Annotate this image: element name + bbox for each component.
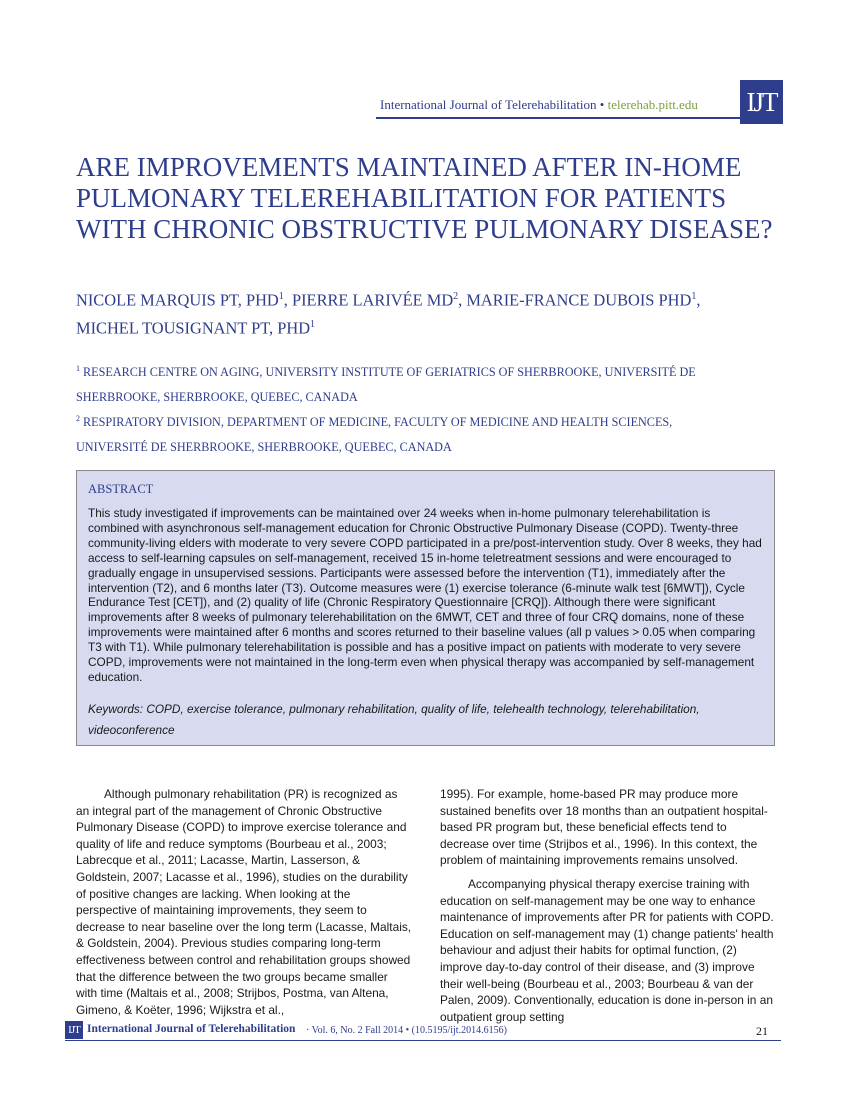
author-name: PIERRE LARIVÉE MD (291, 290, 454, 310)
footer-citation: · Vol. 6, No. 2 Fall 2014 • (10.5195/ijt.2014.6156) (306, 1025, 507, 1036)
body-paragraph: Although pulmonary rehabilitation (PR) is recognized as an integral part of the management of Chronic Obstructive Pulmonary Disease (COPD) to improve exercise tolerance and quality of life and reduce symptoms (Bourbeau et al., 2003; Labrecque et al., 2011; Lacasse, Martin, Lasserson, & Goldstein, 2007; Lacasse et al., 1996), studies on the durability of positive changes are lacking. When looking at the perspective of maintaining improvements, they seem to decrease to near baseline over the long term (Lacasse, Maltais, & Goldstein, 2004). Previous studies comparing long-term effectiveness between control and rehabilitation groups showed that the difference between the two groups became smaller with time (Maltais et al., 2008; Strijbos, Postma, van Altena, Gimeno, & Koëter, 1996; Wijkstra et al., (76, 787, 412, 1017)
footer-journal-name: International Journal of Telerehabilitation (87, 1023, 296, 1035)
footer-logo: IJT (65, 1021, 83, 1039)
author-name: MICHEL TOUSIGNANT PT, PHD (76, 318, 311, 338)
journal-logo: IJT (740, 80, 783, 124)
author-name: MARIE-FRANCE DUBOIS PHD (466, 290, 692, 310)
affiliation-2 (76, 406, 786, 460)
body-column-right (440, 786, 776, 1025)
affiliation-text: RESPIRATORY DIVISION, DEPARTMENT OF MEDICINE, FACULTY OF MEDICINE AND HEALTH SCIENCES, (83, 415, 673, 430)
running-header (380, 97, 698, 113)
header-divider (376, 117, 740, 119)
affiliation-text: UNIVERSITÉ DE SHERBROOKE, SHERBROOKE, QUEBEC, CANADA (76, 440, 452, 455)
author-name: NICOLE MARQUIS PT, PHD (76, 290, 279, 310)
body-paragraph: Accompanying physical therapy exercise training with education on self-management may be one way to enhance maintenance of improvements after PR for patients with COPD. Education on self-management may (1) change patients' health behaviour and adjust their habits for optimal function, (2) improve day-to-day control of their disease, and (3) improve their well-being (Bourbeau et al., 2003; Bourbeau & van der Palen, 2009). Conventionally, education is done in-person in an outpatient group setting (440, 876, 774, 1024)
keywords: Keywords: COPD, exercise tolerance, pulmonary rehabilitation, quality of life, telehealth technology, telerehabilitation, videoconference (88, 701, 700, 737)
author-affiliation-mark: 2 (453, 291, 459, 302)
body-paragraph: 1995). For example, home-based PR may produce more sustained benefits over 18 months than an outpatient hospital-based PR program but, these beneficial effects tend to decrease over time (Strijbos et al., 1996). In this context, the problem of maintaining improvements remains unsolved. (440, 787, 768, 868)
abstract-heading: ABSTRACT (88, 482, 154, 496)
abstract-box (76, 470, 775, 746)
footer-divider (65, 1040, 781, 1041)
author-affiliation-mark: 1 (310, 319, 316, 331)
affiliation-number: 1 (76, 364, 80, 373)
author-list: NICOLE MARQUIS PT, PHD$^1$, PIERRE LARIVÉE $MD^2$, MARIE-FRANCE DUBOIS PHD$^1$, MICHEL TOUSIGNANT PT, PHD$^1$ (76, 290, 701, 338)
article-title: ARE IMPROVEMENTS MAINTAINED AFTER IN-HOME PULMONARY TELEREHABILITATION FOR PATIENTS WITH CHRONIC OBSTRUCTIVE PULMONARY DISEASE? (76, 152, 773, 244)
body-column-left (76, 786, 412, 1018)
author-affiliation-mark: 1 (278, 291, 284, 302)
page-number: 21 (756, 1024, 768, 1038)
header-separator: • (596, 97, 608, 112)
affiliation-text: RESEARCH CENTRE ON AGING, UNIVERSITY INSTITUTE OF GERIATRICS OF SHERBROOKE, UNIVERSITÉ DE (83, 365, 696, 380)
affiliation-text: SHERBROOKE, SHERBROOKE, QUEBEC, CANADA (76, 390, 358, 405)
affiliation-number: 2 (76, 414, 80, 423)
journal-name: International Journal of Telerehabilitation (380, 97, 597, 112)
abstract-text: This study investigated if improvements can be maintained over 24 weeks when in-home pulmonary telerehabilitation is combined with asynchronous self-management education for Chronic Obstructive Pulmonary Disease (COPD). Twenty-three community-living elders with moderate to very severe COPD participated in a pre/post-intervention study. Over 8 weeks, they had access to self-learning capsules on self-management, received 15 in-home teletreatment sessions and were encouraged to gradually engage in unsupervised sessions. Participants were assessed before the intervention (T1), immediately after the intervention (T2), and 6 months later (T3). Outcome measures were (1) exercise tolerance (6-minute walk test [6MWT]), Cycle Endurance Test [CET]), and (2) quality of life (Chronic Respiratory Questionnaire [CRQ]). Although there were significant improvements after 8 weeks of pulmonary telerehabilitation on the 6MWT, CET and three of four CRQ domains, none of these improvements were maintained after 6 months and scores returned to their baseline values (all p values > 0.05 when comparing T3 with T1). While pulmonary telerehabilitation is possible and has a positive impact on patients with moderate to very severe COPD, improvements were not maintained in the long-term even when physical therapy was accompanied by self-management education. (88, 506, 762, 684)
journal-url-link[interactable]: telerehab.pitt.edu (607, 97, 698, 112)
affiliation-1 (76, 356, 786, 410)
author-affiliation-mark: 1 (691, 291, 697, 302)
